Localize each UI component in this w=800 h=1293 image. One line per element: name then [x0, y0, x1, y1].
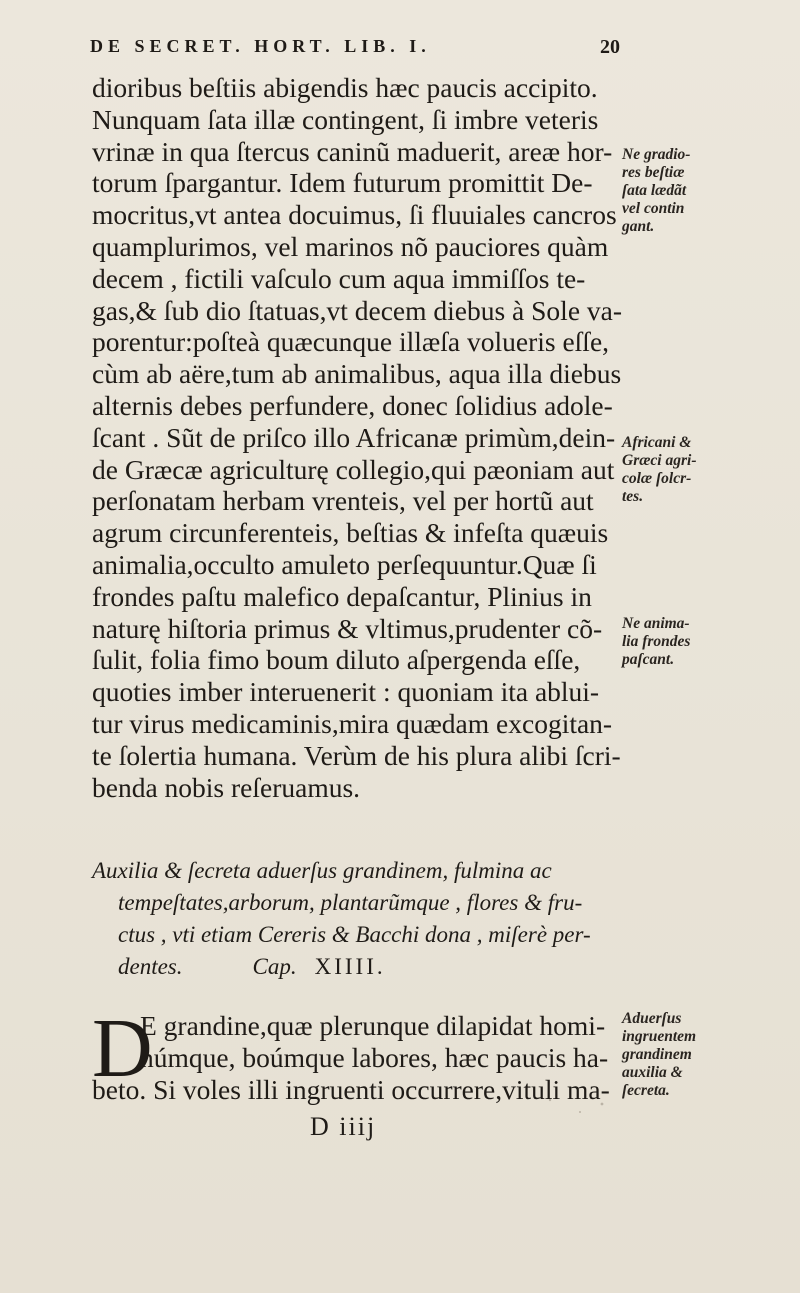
text-line: decem , fictili vaſculo cum aqua immiſſos te-: [92, 262, 586, 294]
text-line: alternis debes perfundere, donec ſolidius adole-: [92, 389, 613, 421]
page-number: 20: [600, 36, 620, 58]
text-line: ſulit, folia fimo boum diluto aſpergenda eſſe,: [92, 644, 581, 676]
text-line: de Græcæ agriculturę collegio,qui pæoniam aut: [92, 453, 615, 485]
text-line: tur virus medicaminis,mira quædam excogitan-: [92, 707, 613, 739]
running-title: DE SECRET. HORT. LIB. I.: [90, 36, 431, 56]
text-line: quamplurimos, vel marinos nõ pauciores quàm: [92, 230, 609, 262]
margin-note-line: tes.: [622, 488, 644, 505]
running-head: [90, 36, 620, 59]
margin-note-line: res beſtiæ: [622, 164, 685, 181]
margin-note-line: ſata lædãt: [622, 182, 687, 199]
margin-note-line: vel contin: [622, 200, 685, 217]
text-line: animalia,occulto amuleto perſequuntur.Quæ ſi: [92, 548, 597, 580]
text-line: te ſolertia humana. Verùm de his plura alibi ſcri-: [92, 739, 621, 771]
main-paragraph: [92, 72, 623, 803]
text-line: beto. Si voles illi ingruenti occurrere,vituli ma-: [92, 1073, 610, 1105]
text-line: ſcant . Sũt de priſco illo Africanæ primùm,dein-: [92, 421, 616, 453]
text-line: E grandine,quæ plerunque dilapidat homi-: [140, 1010, 606, 1041]
margin-note-line: gant.: [622, 218, 655, 235]
text-line: cùm ab aëre,tum ab animalibus, aqua illa diebus: [92, 358, 622, 390]
margin-note-vermin: [622, 146, 792, 236]
text-line: númque, boúmque labores, hæc paucis ha-: [140, 1041, 609, 1073]
margin-note-line: Africani &: [622, 434, 692, 451]
drop-cap: D: [92, 1002, 153, 1095]
margin-note-animals: [622, 615, 792, 669]
margin-note-line: ſecreta.: [622, 1082, 670, 1099]
margin-note-line: ingruentem: [622, 1028, 697, 1045]
text-line: quoties imber interuenerit : quoniam ita ablui-: [92, 676, 600, 708]
chapter-heading-line: Auxilia & ſecreta aduerſus grandinem, fulmina ac: [92, 858, 552, 883]
margin-note-line: Ne anima-: [622, 615, 690, 632]
margin-note-line: Græci agri-: [622, 452, 697, 469]
signature-mark: D iiij: [310, 1112, 377, 1141]
margin-note-line: grandinem: [622, 1046, 692, 1063]
text-line: vrinæ in qua ſtercus caninũ maduerit, areæ hor-: [92, 135, 613, 167]
margin-note-line: colæ ſolcr-: [622, 470, 692, 487]
paper-specks: [540, 1092, 620, 1122]
margin-note-hail: [622, 1010, 792, 1100]
margin-note-line: auxilia &: [622, 1064, 683, 1081]
section-paragraph: [92, 1002, 612, 1105]
chapter-heading: [92, 855, 692, 983]
text-line: dioribus beſtiis abigendis hæc paucis accipito.: [92, 72, 598, 103]
margin-note-line: Ne gradio-: [622, 146, 691, 163]
margin-note-line: Aduerſus: [622, 1010, 682, 1027]
chapter-heading-line: [92, 951, 692, 983]
text-line: benda nobis reſeruamus.: [92, 771, 361, 803]
text-line: naturę hiſtoria primus & vltimus,prudenter cõ-: [92, 612, 603, 644]
text-line: Nunquam ſata illæ contingent, ſi imbre veteris: [92, 103, 599, 135]
text-line: porentur:poſteà quæcunque illæſa volueris eſſe,: [92, 326, 610, 358]
chapter-heading-line: tempeſtates,arborum, plantarũmque , flores & fru-: [118, 890, 583, 915]
chapter-label: Cap.: [252, 954, 297, 979]
text-line: agrum circunferenteis, beſtias & infeſta quæuis: [92, 517, 609, 549]
chapter-heading-line: ctus , vti etiam Cereris & Bacchi dona , miſerè per-: [118, 922, 591, 947]
margin-note-africans: [622, 434, 792, 506]
text-line: gas,& ſub dio ſtatuas,vt decem diebus à Sole va-: [92, 294, 623, 326]
text-line: torum ſpargantur. Idem futurum promittit De-: [92, 167, 593, 199]
margin-note-line: paſcant.: [622, 651, 675, 668]
text-line: perſonatam herbam vrenteis, vel per hortũ aut: [92, 485, 594, 517]
margin-note-line: lia frondes: [622, 633, 691, 650]
text-line: frondes paſtu malefico depaſcantur, Plinius in: [92, 580, 592, 612]
text-line: mocritus,vt antea docuimus, ſi fluuiales cancros: [92, 199, 617, 231]
chapter-heading-end: dentes.: [118, 954, 183, 979]
chapter-number: XIIII.: [314, 954, 386, 979]
